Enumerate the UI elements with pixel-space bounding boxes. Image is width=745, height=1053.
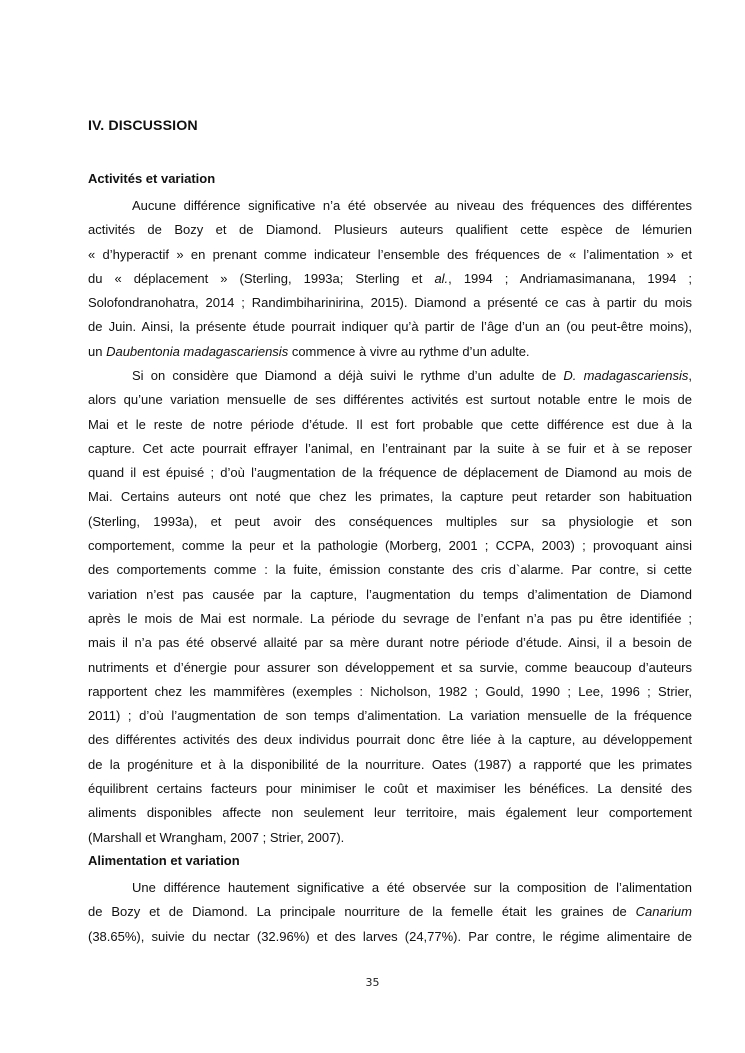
text-line: 2011) ; d’où l’augmentation de son temps d’alimentation. La variation mensuelle de la fréquence [88,708,692,724]
text-line: équilibrent certains facteurs pour minimiser le coût et maximiser les bénéfices. La densité des [88,781,692,797]
text-line: rapportent chez les mammifères (exemples : Nicholson, 1982 ; Gould, 1990 ; Lee, 1996 ; Strier, [88,683,692,699]
text-line: « d’hyperactif » en prenant comme indicateur l’ensemble des fréquences de « l’alimentation » et [88,246,692,262]
text-line: capture. Cet acte pourrait effrayer l’animal, en l’entrainant par la suite à se fuir et à se reposer [88,440,692,456]
paragraph-activites-1 [88,194,692,364]
section-title: IV. DISCUSSION [88,118,198,134]
text-line: du « déplacement » (Sterling, 1993a; Sterling et al., 1994 ; Andriamasimanana, 1994 ; [88,270,692,286]
text-line: de la progéniture et à la disponibilité de la nourriture. Oates (1987) a rapporté que les primates [88,756,692,772]
text-line: Mai et le reste de notre période d’étude. Il est fort probable que cette différence est due à la [88,416,692,432]
paragraph-alimentation-1 [88,876,692,949]
text-line: nutriments et d’énergie pour assurer son développement et sa survie, comme beaucoup d’auteurs [88,659,692,675]
text-line: de Juin. Ainsi, la présente étude pourrait indiquer qu’à partir de l’âge d’un an (ou peut-être moins), [88,319,692,335]
text-line: de Bozy et de Diamond. La principale nourriture de la femelle était les graines de Canarium [88,904,692,920]
text-line: Aucune différence significative n’a été observée au niveau des fréquences des différentes [132,198,692,213]
text-line: alors qu’une variation mensuelle de ses différentes activités est surtout notable entre le mois de [88,392,692,408]
text-line: après le mois de Mai est normale. La période du sevrage de l’enfant n’a pas pu être identifiée ; [88,610,692,626]
text-line: mais il n’a pas été observé allaité par sa mère durant notre période d’étude. Ainsi, il a besoin de [88,635,692,651]
text-line: (Sterling, 1993a), et peut avoir des conséquences multiples sur sa physiologie et son [88,513,692,529]
text-line: un Daubentonia madagascariensis commence à vivre au rythme d’un adulte. [88,343,530,359]
text-line: (38.65%), suivie du nectar (32.96%) et des larves (24,77%). Par contre, le régime alimentaire de [88,928,692,944]
text-line: activités de Bozy et de Diamond. Plusieurs auteurs qualifient cette espèce de lémurien [88,222,692,238]
paragraph-activites-2 [88,364,692,850]
text-line: Une différence hautement significative a été observée sur la composition de l’alimentation [132,880,692,895]
text-line: Mai. Certains auteurs ont noté que chez les primates, la capture peut retarder son habituation [88,489,692,505]
subsection-title-activites: Activités et variation [88,171,216,186]
text-line: variation n’est pas causée par la capture, l’augmentation du temps d’alimentation de Diamond [88,586,692,602]
text-line: (Marshall et Wrangham, 2007 ; Strier, 2007). [88,829,345,845]
text-line: Si on considère que Diamond a déjà suivi le rythme d’un adulte de D. madagascariensis, [132,368,692,383]
text-line: des différentes activités des deux individus pourrait donc être liée à la capture, au développement [88,732,692,748]
text-line: aliments disponibles affecte non seulement leur territoire, mais également leur comportement [88,805,692,821]
text-line: des comportements comme : la fuite, émission constante des cris d`alarme. Par contre, si cette [88,562,692,578]
text-line: quand il est épuisé ; d’où l’augmentation de la fréquence de déplacement de Diamond au mois de [88,465,692,481]
text-line: Solofondranohatra, 2014 ; Randimbiharinirina, 2015). Diamond a présenté ce cas à partir du mois [88,295,692,311]
page-number: 35 [365,976,380,989]
text-line: comportement, comme la peur et la pathologie (Morberg, 2001 ; CCPA, 2003) ; provoquant ainsi [88,538,692,554]
subsection-title-alimentation: Alimentation et variation [88,853,240,868]
